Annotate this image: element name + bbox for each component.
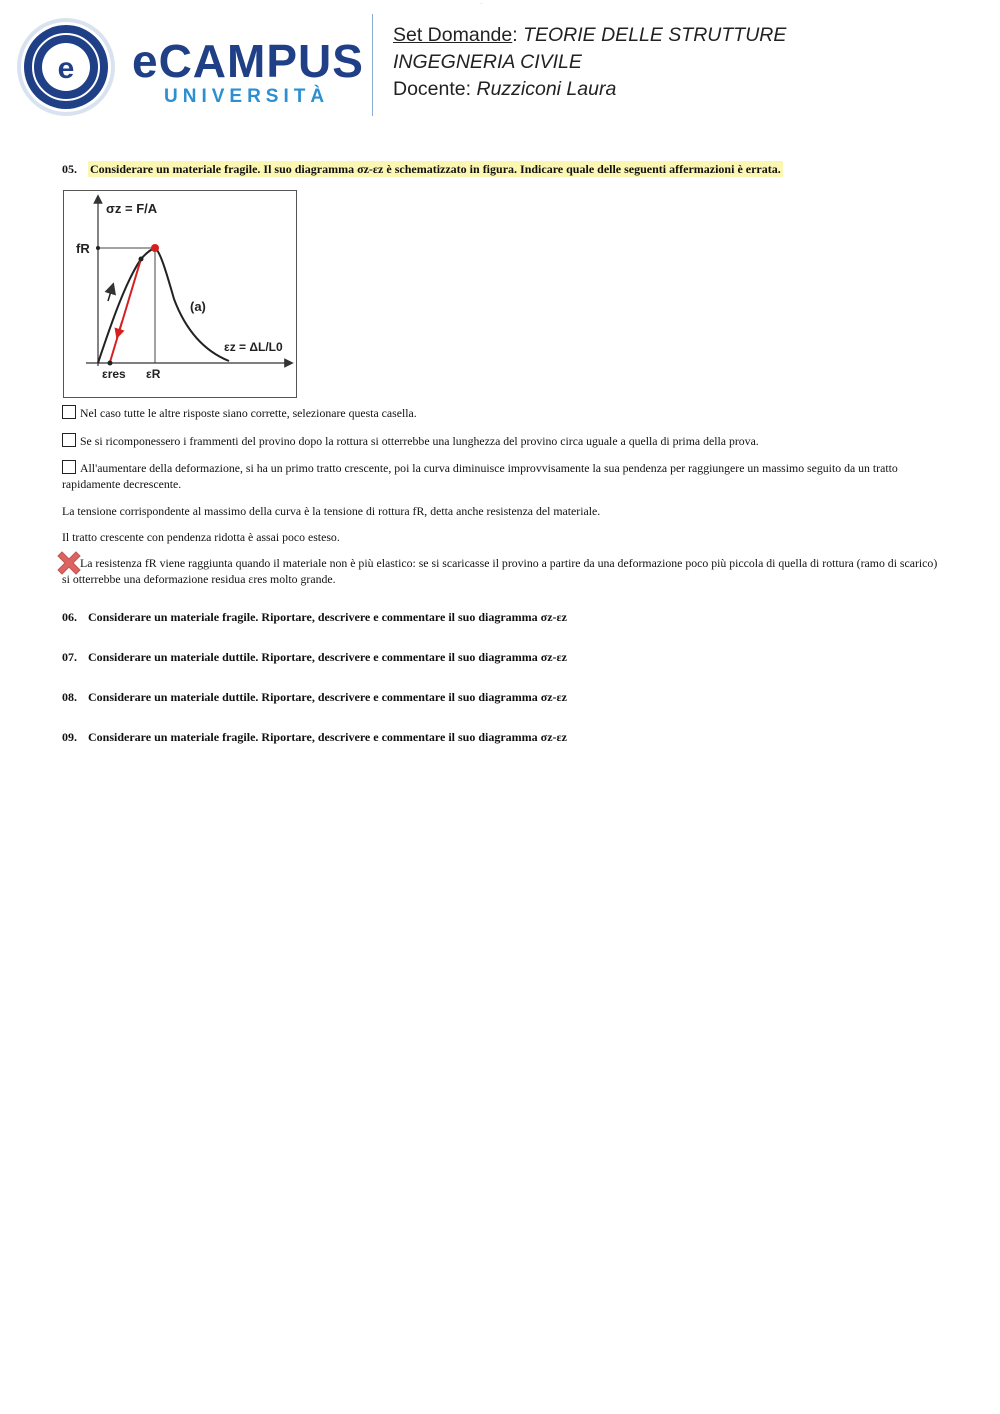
answer-text: Se si ricomponessero i frammenti del provino dopo la rottura si otterrebbe una lunghezza del provino circa uguale a quella di prima della prova. xyxy=(80,434,759,448)
peak-label: fR xyxy=(76,241,90,256)
page-marker: ... xyxy=(480,0,484,5)
course-name: INGEGNERIA CIVILE xyxy=(393,51,582,73)
question-number: 06. xyxy=(62,610,77,624)
answer-option-marked-wrong xyxy=(62,555,942,587)
brand-name: eCAMPUS xyxy=(132,35,364,87)
tick-label-res: εres xyxy=(102,367,126,381)
y-axis-label: σz = F/A xyxy=(106,201,158,216)
answer-text: La tensione corrispondente al massimo della curva è la tensione di rottura fR, detta anche resistenza del materiale. xyxy=(62,504,601,518)
answer-option[interactable] xyxy=(62,460,942,492)
answer-option xyxy=(62,503,942,519)
question-number: 08. xyxy=(62,690,77,704)
docente-line xyxy=(393,76,786,103)
question-text: Considerare un materiale duttile. Riportare, descrivere e commentare il suo diagramma σz-εz xyxy=(88,690,567,704)
tick-label-r: εR xyxy=(146,367,161,381)
x-axis-label: εz = ΔL/L0 xyxy=(224,340,283,354)
answer-checkbox[interactable] xyxy=(62,405,76,419)
question-text: Considerare un materiale fragile. Riportare, descrivere e commentare il suo diagramma σz-εz xyxy=(88,610,567,624)
brand-logo xyxy=(132,35,364,108)
set-label: Set Domande xyxy=(393,24,513,46)
docente-label: Docente: xyxy=(393,78,472,100)
question-text: Considerare un materiale duttile. Riportare, descrivere e commentare il suo diagramma σz-εz xyxy=(88,650,567,664)
university-seal-logo xyxy=(16,17,116,117)
question-number: 07. xyxy=(62,650,77,664)
answer-text: Nel caso tutte le altre risposte siano corrette, selezionare questa casella. xyxy=(80,406,417,420)
residual-strain-point xyxy=(108,361,113,366)
peak-axis-point xyxy=(96,246,100,250)
question-text: Considerare un materiale fragile. Riportare, descrivere e commentare il suo diagramma σz-εz xyxy=(88,730,567,744)
unloading-branch xyxy=(110,259,141,362)
unloading-start-point xyxy=(139,257,144,262)
set-line: Set Domande: TEORIE DELLE STRUTTURE xyxy=(393,24,787,46)
question-number: 09. xyxy=(62,730,77,744)
question-06 xyxy=(62,610,567,625)
answer-text: All'aumentare della deformazione, si ha un primo tratto crescente, poi la curva diminuisce improvvisamente la sua pendenza per raggiungere un massimo seguito da un tratto rapidamente decrescente. xyxy=(62,461,898,491)
answer-text: La resistenza fR viene raggiunta quando il materiale non è più elastico: se si scaricasse il provino a partire da una deformazione poco più piccola di quella di rottura (ramo di scarico) si otterrebbe una deformazione residua εres molto grande. xyxy=(62,556,938,586)
answer-option[interactable] xyxy=(62,405,942,421)
wrong-answer-x-icon xyxy=(53,547,85,579)
svg-text:e: e xyxy=(57,52,75,85)
stress-strain-figure xyxy=(63,190,297,398)
question-05 xyxy=(62,162,783,177)
answer-option xyxy=(62,529,942,545)
question-08 xyxy=(62,690,567,705)
question-number: 05. xyxy=(62,162,77,176)
docente-value: Ruzziconi Laura xyxy=(476,78,617,100)
stress-strain-curve xyxy=(98,248,229,363)
question-09 xyxy=(62,730,567,745)
answer-text: Il tratto crescente con pendenza ridotta è assai poco esteso. xyxy=(62,530,340,544)
answer-option[interactable] xyxy=(62,433,942,449)
question-07 xyxy=(62,650,567,665)
question-text: Considerare un materiale fragile. Il suo diagramma σz-εz è schematizzato in figura. Indicare quale delle seguenti affermazioni è errata. xyxy=(90,162,781,176)
peak-point xyxy=(151,244,159,252)
answer-checkbox[interactable] xyxy=(62,433,76,447)
header-info xyxy=(393,22,786,103)
set-value: TEORIE DELLE STRUTTURE xyxy=(523,24,787,46)
stress-strain-diagram xyxy=(64,191,296,397)
brand-subtitle: UNIVERSITÀ xyxy=(164,86,330,107)
loading-arrow xyxy=(108,288,112,301)
header-divider xyxy=(372,14,373,116)
answer-checkbox[interactable] xyxy=(62,460,76,474)
curve-label: (a) xyxy=(190,299,206,314)
